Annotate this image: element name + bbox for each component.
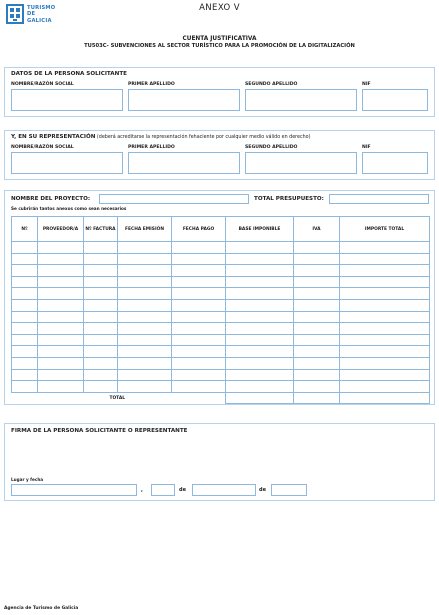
table-cell[interactable] (172, 346, 226, 358)
table-cell[interactable] (226, 334, 294, 346)
table-cell[interactable] (340, 369, 430, 381)
applicant-section (4, 67, 435, 117)
place-field[interactable] (11, 484, 137, 496)
table-cell[interactable] (38, 276, 84, 288)
table-cell[interactable] (38, 334, 84, 346)
table-cell[interactable] (226, 265, 294, 277)
col-vat: IVA (294, 217, 340, 242)
table-cell[interactable] (84, 311, 118, 323)
table-cell[interactable] (172, 265, 226, 277)
total-tax-base-cell[interactable] (226, 392, 294, 404)
table-cell[interactable] (84, 323, 118, 335)
logo-text: TURISMO DE GALICIA (27, 5, 56, 24)
table-cell[interactable] (84, 381, 118, 393)
table-cell[interactable] (172, 311, 226, 323)
table-cell[interactable] (118, 346, 172, 358)
representative-name-label: NOMBRE/RAZÓN SOCIAL (11, 145, 74, 150)
table-cell[interactable] (12, 381, 38, 393)
table-row (12, 299, 430, 311)
table-cell[interactable] (294, 346, 340, 358)
table-row (12, 265, 430, 277)
table-cell[interactable] (226, 369, 294, 381)
col-total-amount: IMPORTE TOTAL (340, 217, 430, 242)
table-cell[interactable] (118, 381, 172, 393)
table-cell[interactable] (38, 311, 84, 323)
table-row (12, 334, 430, 346)
table-row (12, 381, 430, 393)
table-cell[interactable] (226, 299, 294, 311)
table-cell[interactable] (340, 265, 430, 277)
day-field[interactable] (151, 484, 175, 496)
table-cell[interactable] (294, 357, 340, 369)
table-cell[interactable] (172, 299, 226, 311)
applicant-surname1-field[interactable] (128, 89, 240, 111)
representative-title: Y, EN SU REPRESENTACIÓN (11, 134, 96, 140)
table-row (12, 288, 430, 300)
col-provider: PROVEEDOR/A (38, 217, 84, 242)
col-invoice-number: Nº FACTURA (84, 217, 118, 242)
doc-subtitle: TU503C- SUBVENCIONES AL SECTOR TURÍSTICO PARA LA PROMOCIÓN DE LA DIGITALIZACIÓN (84, 43, 355, 49)
table-cell[interactable] (294, 253, 340, 265)
table-row (12, 346, 430, 358)
representative-surname2-field[interactable] (245, 152, 357, 174)
applicant-section-title: DATOS DE LA PERSONA SOLICITANTE (11, 71, 127, 77)
table-cell[interactable] (118, 299, 172, 311)
table-cell[interactable] (12, 253, 38, 265)
table-cell[interactable] (294, 299, 340, 311)
table-cell[interactable] (226, 381, 294, 393)
table-cell[interactable] (172, 288, 226, 300)
representative-section (4, 130, 435, 180)
table-cell[interactable] (12, 346, 38, 358)
total-budget-field[interactable] (329, 194, 429, 204)
table-cell[interactable] (172, 357, 226, 369)
signature-section (4, 423, 435, 501)
place-date-label: Lugar y fecha (11, 477, 44, 482)
table-cell[interactable] (340, 242, 430, 254)
table-cell[interactable] (12, 369, 38, 381)
table-row (12, 311, 430, 323)
table-cell[interactable] (340, 299, 430, 311)
table-cell[interactable] (340, 357, 430, 369)
table-cell[interactable] (340, 381, 430, 393)
table-cell[interactable] (226, 253, 294, 265)
table-cell[interactable] (38, 323, 84, 335)
annex-title: ANEXO V (199, 3, 240, 13)
table-cell[interactable] (118, 253, 172, 265)
table-cell[interactable] (38, 357, 84, 369)
table-row (12, 357, 430, 369)
applicant-surname1-label: PRIMER APELLIDO (128, 82, 175, 87)
table-cell[interactable] (172, 334, 226, 346)
table-cell[interactable] (226, 276, 294, 288)
signature-section-title: FIRMA DE LA PERSONA SOLICITANTE O REPRESENTANTE (11, 428, 188, 434)
table-cell[interactable] (38, 242, 84, 254)
table-cell[interactable] (12, 323, 38, 335)
footer-agency: Agencia de Turismo de Galicia (4, 606, 79, 611)
table-cell[interactable] (84, 299, 118, 311)
table-cell[interactable] (226, 357, 294, 369)
applicant-surname2-label: SEGUNDO APELLIDO (245, 82, 298, 87)
table-cell[interactable] (294, 369, 340, 381)
table-cell[interactable] (340, 276, 430, 288)
applicant-surname2-field[interactable] (245, 89, 357, 111)
table-cell[interactable] (84, 253, 118, 265)
table-cell[interactable] (84, 276, 118, 288)
table-cell[interactable] (118, 334, 172, 346)
table-cell[interactable] (226, 242, 294, 254)
total-row (12, 392, 430, 404)
table-row (12, 276, 430, 288)
representative-surname2-label: SEGUNDO APELLIDO (245, 145, 298, 150)
table-cell[interactable] (118, 276, 172, 288)
table-cell[interactable] (12, 334, 38, 346)
table-cell[interactable] (12, 242, 38, 254)
col-payment-date: FECHA PAGO (172, 217, 226, 242)
table-cell[interactable] (84, 357, 118, 369)
doc-title: CUENTA JUSTIFICATIVA (182, 36, 257, 42)
table-row (12, 369, 430, 381)
table-cell[interactable] (294, 288, 340, 300)
table-cell[interactable] (12, 357, 38, 369)
table-cell[interactable] (38, 265, 84, 277)
representative-note: (deberá acreditarse la representación fehaciente por cualquier medio válido en derecho) (95, 135, 311, 140)
table-cell[interactable] (294, 381, 340, 393)
table-cell[interactable] (38, 253, 84, 265)
table-cell[interactable] (84, 334, 118, 346)
applicant-name-label: NOMBRE/RAZÓN SOCIAL (11, 82, 74, 87)
project-name-label: NOMBRE DEL PROYECTO: (11, 196, 91, 202)
table-cell[interactable] (226, 288, 294, 300)
total-amount-cell[interactable] (340, 392, 430, 404)
table-cell[interactable] (340, 288, 430, 300)
table-cell[interactable] (294, 323, 340, 335)
project-note: Se cubrirán tantos anexos como sean necesarios (11, 206, 127, 211)
table-cell[interactable] (38, 346, 84, 358)
total-budget-label: TOTAL PRESUPUESTO: (254, 196, 324, 202)
table-cell[interactable] (294, 311, 340, 323)
table-cell[interactable] (226, 346, 294, 358)
table-cell[interactable] (118, 311, 172, 323)
table-cell[interactable] (340, 253, 430, 265)
table-cell[interactable] (226, 323, 294, 335)
table-cell[interactable] (172, 242, 226, 254)
table-cell[interactable] (118, 357, 172, 369)
total-label: TOTAL (12, 392, 226, 404)
table-cell[interactable] (294, 276, 340, 288)
table-cell[interactable] (118, 369, 172, 381)
table-row (12, 242, 430, 254)
table-cell[interactable] (118, 323, 172, 335)
table-cell[interactable] (12, 288, 38, 300)
table-cell[interactable] (340, 346, 430, 358)
col-issue-date: FECHA EMISIÓN (118, 217, 172, 242)
table-cell[interactable] (38, 288, 84, 300)
representative-section-title (11, 134, 310, 140)
table-cell[interactable] (172, 253, 226, 265)
month-field[interactable] (192, 484, 256, 496)
representative-surname1-field[interactable] (128, 152, 240, 174)
table-cell[interactable] (172, 381, 226, 393)
applicant-name-field[interactable] (11, 89, 123, 111)
table-cell[interactable] (38, 381, 84, 393)
year-field[interactable] (271, 484, 307, 496)
representative-nif-field[interactable] (362, 152, 428, 174)
de-separator-1: de (179, 487, 186, 493)
table-cell[interactable] (340, 323, 430, 335)
table-cell[interactable] (38, 299, 84, 311)
applicant-nif-label: NIF (362, 82, 371, 87)
table-cell[interactable] (118, 265, 172, 277)
representative-surname1-label: PRIMER APELLIDO (128, 145, 175, 150)
table-cell[interactable] (172, 323, 226, 335)
representative-name-field[interactable] (11, 152, 123, 174)
invoice-table (11, 216, 430, 404)
representative-nif-label: NIF (362, 145, 371, 150)
table-cell[interactable] (12, 276, 38, 288)
applicant-nif-field[interactable] (362, 89, 428, 111)
table-row (12, 253, 430, 265)
col-number: Nº (12, 217, 38, 242)
table-cell[interactable] (38, 369, 84, 381)
table-cell[interactable] (226, 311, 294, 323)
table-row (12, 323, 430, 335)
table-cell[interactable] (84, 242, 118, 254)
table-cell[interactable] (84, 265, 118, 277)
de-separator-2: de (259, 487, 266, 493)
table-cell[interactable] (118, 288, 172, 300)
table-cell[interactable] (12, 299, 38, 311)
table-cell[interactable] (84, 369, 118, 381)
total-vat-cell[interactable] (294, 392, 340, 404)
table-cell[interactable] (172, 369, 226, 381)
table-cell[interactable] (340, 334, 430, 346)
table-cell[interactable] (118, 242, 172, 254)
table-cell[interactable] (340, 311, 430, 323)
comma-separator: , (141, 487, 143, 493)
table-cell[interactable] (294, 242, 340, 254)
table-cell[interactable] (294, 334, 340, 346)
invoice-table-header (12, 217, 430, 242)
table-cell[interactable] (84, 346, 118, 358)
table-cell[interactable] (294, 265, 340, 277)
table-cell[interactable] (84, 288, 118, 300)
table-cell[interactable] (12, 311, 38, 323)
table-cell[interactable] (172, 276, 226, 288)
project-name-field[interactable] (99, 194, 249, 204)
col-tax-base: BASE IMPONIBLE (226, 217, 294, 242)
table-cell[interactable] (12, 265, 38, 277)
project-section (4, 190, 435, 405)
